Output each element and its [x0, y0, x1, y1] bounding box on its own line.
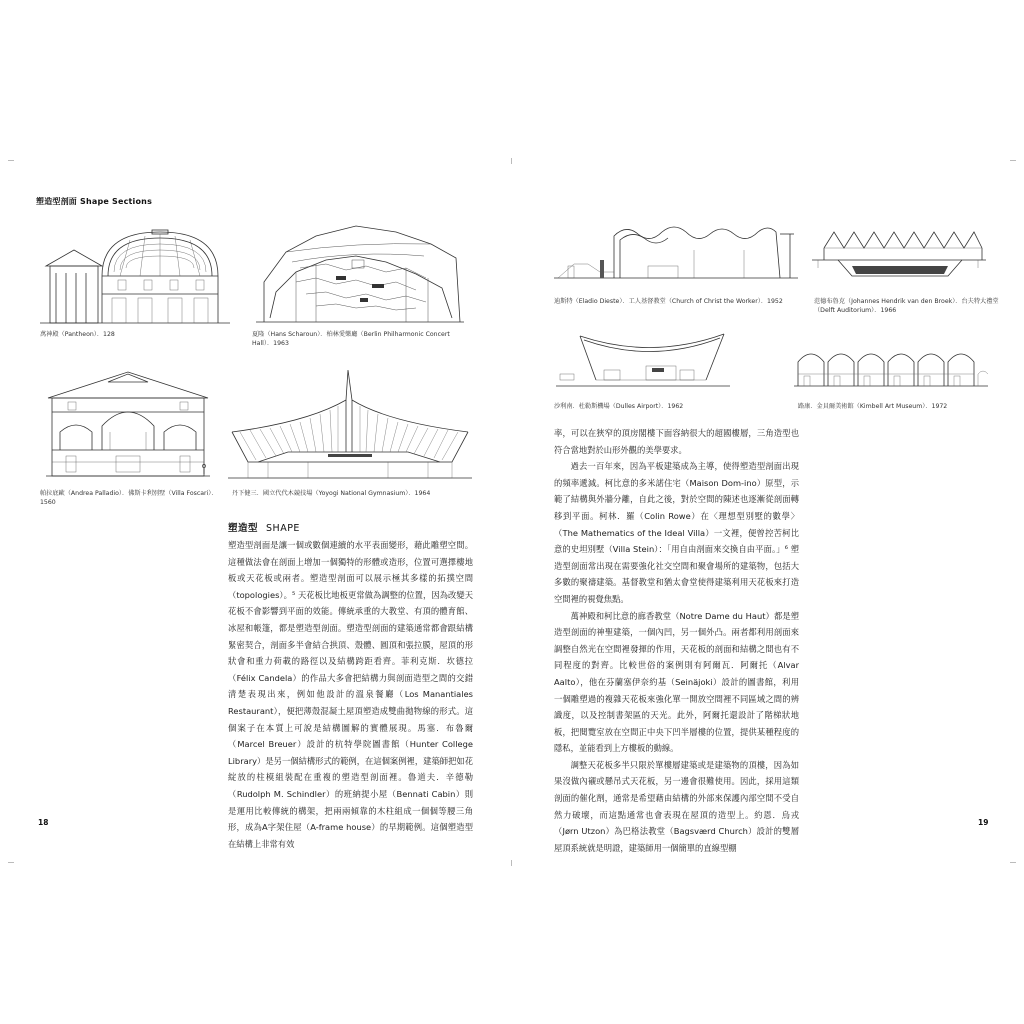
dulles-airport-section-drawing	[556, 330, 732, 390]
caption-church-of-christ-worker: 迪斯特（Eladio Dieste）．工人基督教堂（Church of Christ the Worker）．1952	[554, 298, 783, 305]
left-body-text	[228, 537, 473, 852]
caption-pantheon: 萬神殿（Pantheon）．128	[40, 331, 115, 338]
berlin-philharmonic-section-drawing	[256, 222, 466, 326]
caption-yoyogi: 丹下健三．國立代代木競技場（Yoyogi National Gymnasium）．1964	[232, 490, 431, 497]
subheading-cn: 塑造型	[228, 523, 259, 534]
kimbell-art-museum-section-drawing	[794, 344, 990, 390]
delft-auditorium-section-drawing	[812, 226, 988, 280]
caption-dulles-airport: 沙利南．杜勒斯機場（Dulles Airport）．1962	[554, 403, 684, 410]
caption-delft-auditorium: 范德布魯克（Johannes Hendrik van den Broek）．台夫特大禮堂（Delft Auditorium）．1966	[814, 298, 999, 314]
caption-villa-foscari: 帕拉底歐（Andrea Palladio）．佛斯卡利別墅（Villa Foscari）．1560	[40, 490, 218, 506]
pantheon-section-drawing	[40, 228, 232, 326]
page-number-right: 19	[978, 818, 989, 827]
subheading-en: SHAPE	[266, 523, 300, 534]
right-paragraph-1: 率，可以在狹窄的頂房閣樓下面容納很大的超國樓層，三角造型也符合當地對於山形外觀的美學要求。	[554, 428, 799, 455]
villa-foscari-section-drawing	[46, 368, 214, 480]
right-body-text	[554, 425, 799, 856]
right-paragraph-3: 萬神殿和柯比意的廊香教堂（Notre Dame du Haut）都是塑造型剖面的神聖建築，一個內凹，另一個外凸。兩者都利用剖面來調整自然光在空間裡發揮的作用，天花板的剖面和結構之間也有不同程度的對齊。比較世俗的案例則有阿爾瓦．阿爾托（Alvar Aalto），他在芬蘭塞伊奈約基（Seinäjoki）設計的圖書館，利用一個雕塑過的複雜天花板來強化單一開放空間裡不同區域之間的辨識度，以及控制書架區的天光。此外，阿爾托還設計了階梯狀地板，把閱覽室放在空間正中央下凹半層樓的位置，提供某種程度的隱私，並能看到上方樓板的動線。	[554, 610, 799, 754]
left-paragraph: 塑造型剖面是讓一個或數個連續的水平表面變形，藉此雕塑空間。這種做法會在剖面上增加一個獨特的形體或造形，位置可選擇樓地板或天花板或兩者。塑造型剖面可以展示極其多樣的拓撲空間（topologies）。⁵ 天花板比地板更常做為調整的位置，因為改變天花板不會影響到平面的效能。傳統承重的大教堂、有頂的體育館、冰屋和帳篷，都是塑造型剖面。塑造型剖面的建築通常都會跟結構緊密契合，剖面多半會結合拱頂、殼體、圓頂和張拉膜，屋頂的形狀會和重力荷載的路徑以及結構跨距看齊。菲利克斯．坎德拉（Félix Candela）的作品大多會把結構力與剖面造型之間的交錯清楚表現出來，例如他設計的溫泉餐廳（Los Manantiales Restaurant），便把薄殼混凝土屋頂塑造成雙曲拋物線的形式。這個案子在本質上可說是結構圖解的實體展現。馬塞．布魯爾（Marcel Breuer）設計的杭特學院圖書館（Hunter College Library）是另一個結構形式的範例，在這個案例裡，建築師把如花綻放的柱模組裝配在重複的塑造型剖面裡。魯道夫．辛德勒（Rudolph M. Schindler）的班納提小屋（Bennati Cabin）則是運用比較傳統的構架，把兩兩傾靠的木柱組成一個個等腰三角形，成為A字架住屋（A-frame house）的早期範例。這個塑造型在結構上非常有效	[228, 540, 473, 849]
right-page	[512, 0, 1024, 1024]
caption-berlin-philharmonic: 夏隆（Hans Scharoun）．柏林愛樂廳（Berlin Philharmonic Concert Hall）．1963	[252, 331, 450, 347]
section-title: 塑造型剖面 Shape Sections	[36, 197, 153, 206]
page-number-left: 18	[38, 818, 49, 827]
section-subheading	[228, 520, 300, 534]
yoyogi-gymnasium-section-drawing	[228, 366, 474, 482]
right-paragraph-2: 過去一百年來，因為平板建築成為主導，使得塑造型剖面出現的頻率遞減。柯比意的多米諾住宅（Maison Dom-ino）原型，示範了結構與外牆分離，自此之後，對於空間的陳述也逐漸從剖面轉移到平面。柯林．羅（Colin Rowe）在〈理想型別墅的數學〉（The Mathematics of the Ideal Villa）一文裡，便曾控苦柯比意的史坦別墅（Villa Stein）：「用自由剖面來交換自由平面。」⁶ 塑造型剖面常出現在需要強化社交空間和聚會場所的建築物，包括大多數的聚禱建築。基督教堂和猶太會堂使得建築利用天花板來打造空間裡的視覺焦點。	[554, 461, 799, 604]
caption-kimbell-art-museum: 路康．金貝爾美術館（Kimbell Art Museum）．1972	[798, 403, 948, 410]
right-paragraph-4: 調整天花板多半只限於單樓層建築或是建築物的頂樓，因為如果沒做內襯或懸吊式天花板，另一邊會很難使用。因此，採用這類剖面的催化劑，通常是希望藉由結構的外部來保護內部空間不受自然力破壞，而這點通常也會表現在屋頂的造型上。約恩．烏戎（Jørn Utzon）為巴格法教堂（Bagsværd Church）設計的雙層屋頂系統就是明證，建築師用一個簡單的直線型棚	[554, 759, 799, 853]
church-of-christ-worker-section-drawing	[554, 220, 800, 282]
